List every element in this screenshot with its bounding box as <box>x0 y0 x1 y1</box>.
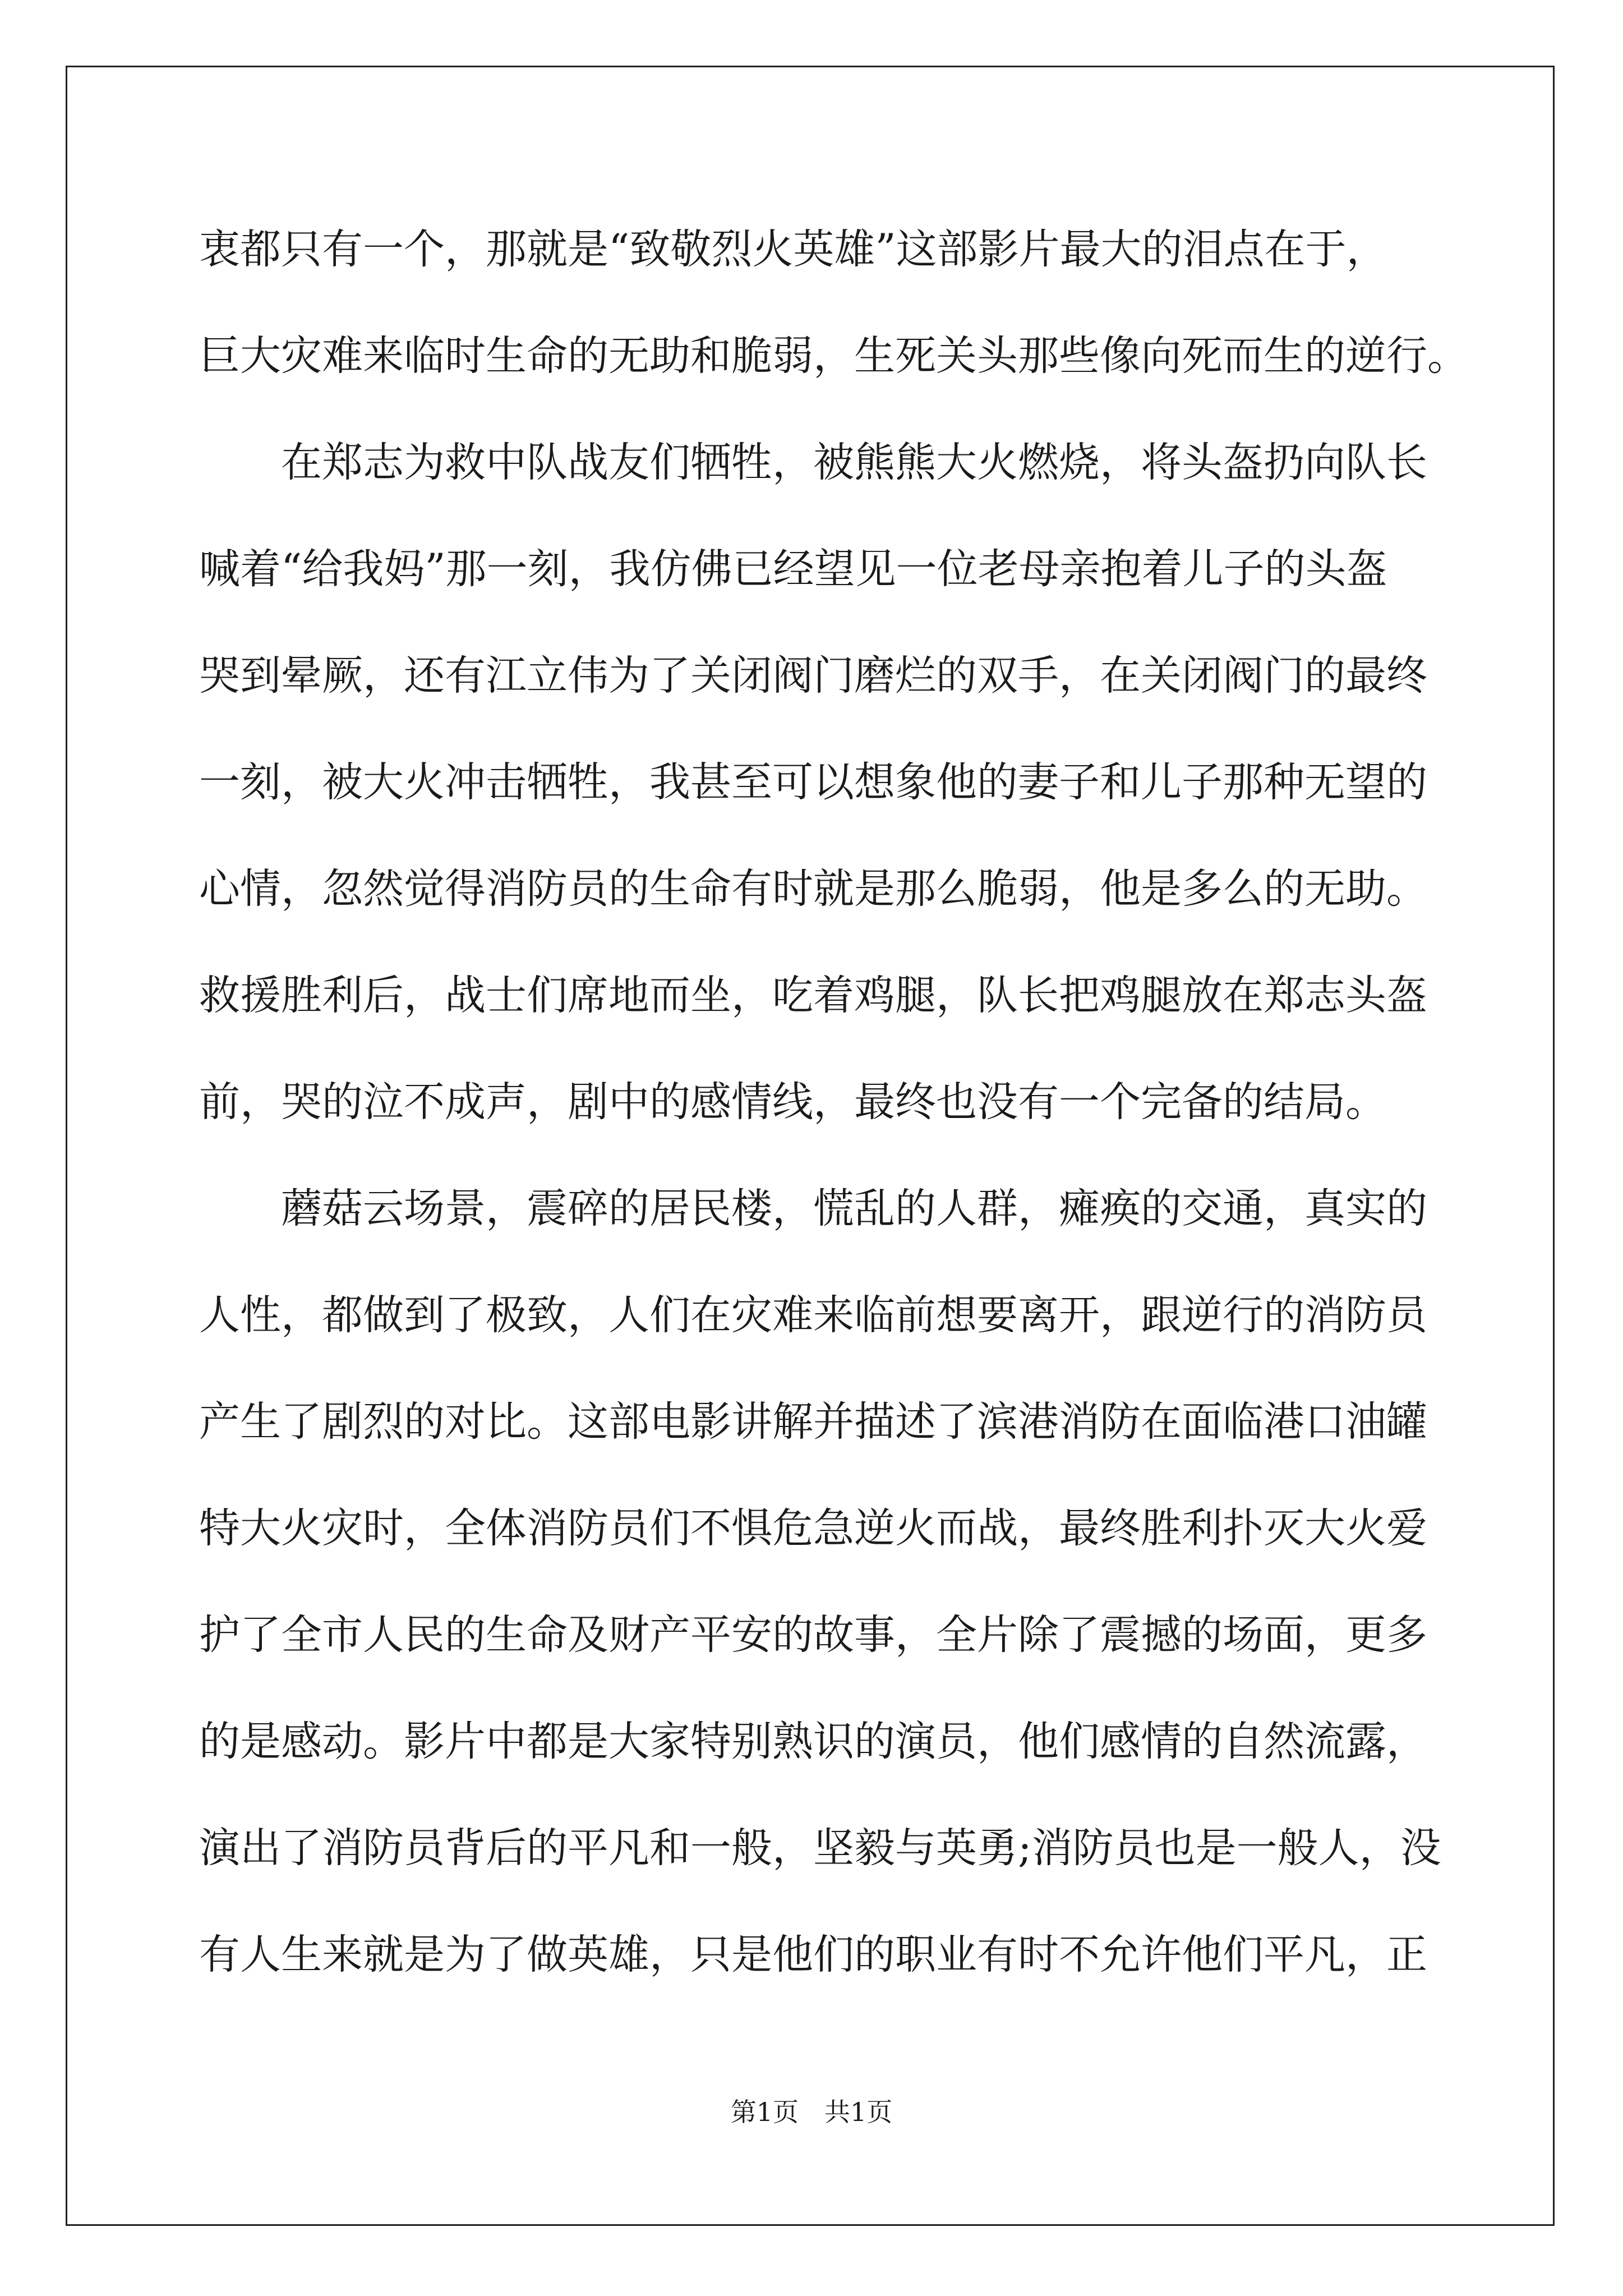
text-line: 心情，忽然觉得消防员的生命有时就是那么脆弱，他是多么的无助。 <box>199 865 1427 913</box>
text-line: 哭到晕厥，还有江立伟为了关闭阀门磨烂的双手，在关闭阀门的最终 <box>199 652 1427 700</box>
text-line: 演出了消防员背后的平凡和一般，坚毅与英勇;消防员也是一般人，没 <box>199 1824 1441 1872</box>
text-line: 蘑菇云场景，震碎的居民楼，慌乱的人群，瘫痪的交通，真实的 <box>199 1185 1427 1232</box>
text-line: 的是感动。影片中都是大家特别熟识的演员，他们感情的自然流露， <box>199 1718 1427 1765</box>
text-line: 前，哭的泣不成声，剧中的感情线，最终也没有一个完备的结局。 <box>199 1078 1386 1126</box>
text-line: 产生了剧烈的对比。这部电影讲解并描述了滨港消防在面临港口油罐 <box>199 1398 1427 1446</box>
document-body <box>199 219 1468 2031</box>
text-line: 一刻，被大火冲击牺牲，我甚至可以想象他的妻子和儿子那种无望的 <box>199 758 1427 806</box>
text-line: 衷都只有一个，那就是“致敬烈火英雄”这部影片最大的泪点在于， <box>199 226 1387 273</box>
text-line: 喊着“给我妈”那一刻，我仿佛已经望见一位老母亲抱着儿子的头盔 <box>199 545 1387 593</box>
text-line: 巨大灾难来临时生命的无助和脆弱，生死关头那些像向死而生的逆行。 <box>199 332 1468 380</box>
text-line: 护了全市人民的生命及财产平安的故事，全片除了震撼的场面，更多 <box>199 1611 1427 1659</box>
text-line: 特大火灾时，全体消防员们不惧危急逆火而战，最终胜利扑灭大火爱 <box>199 1504 1427 1552</box>
text-line: 人性，都做到了极致，人们在灾难来临前想要离开，跟逆行的消防员 <box>199 1291 1427 1339</box>
page-number-footer: 第1页 共1页 <box>730 2097 893 2127</box>
text-line: 有人生来就是为了做英雄，只是他们的职业有时不允许他们平凡，正 <box>199 1931 1427 1978</box>
text-line: 在郑志为救中队战友们牺牲，被熊熊大火燃烧，将头盔扔向队长 <box>199 439 1427 486</box>
text-line: 救援胜利后，战士们席地而坐，吃着鸡腿，队长把鸡腿放在郑志头盔 <box>199 972 1427 1019</box>
